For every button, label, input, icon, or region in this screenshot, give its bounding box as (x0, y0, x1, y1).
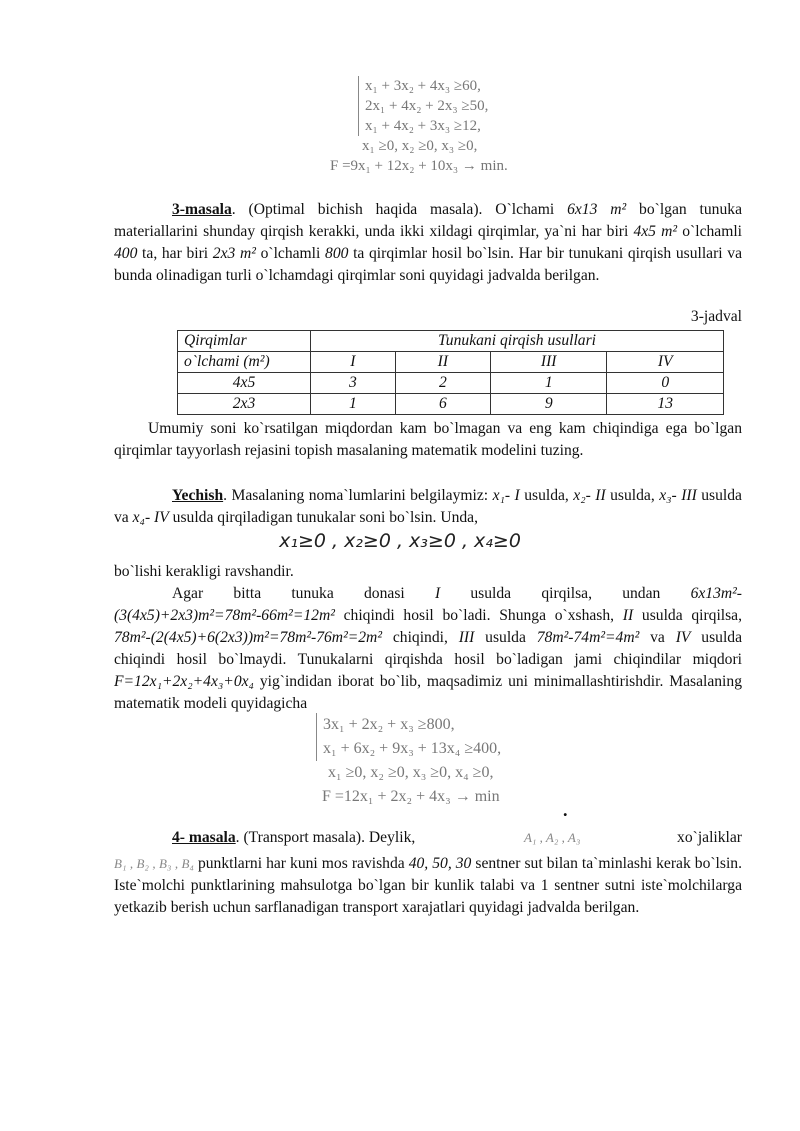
table-header-cell: o`lchami (m²) (178, 352, 311, 373)
math: x₁- I (492, 487, 520, 504)
text: usulda qirqiladigan tunukalar soni bo`lsin. Unda, (168, 509, 479, 526)
text: punktlarni har kuni mos ravishda (193, 855, 409, 872)
math: 78m²-(2(4x5)+6(2x3))m²=78m²-76m²=2m² (114, 629, 382, 646)
objective-line: F =12x₁ + 2x₂ + 4x₃ → min (322, 788, 500, 805)
text: . (Transport masala). Deylik, (235, 829, 416, 846)
math: III (458, 629, 475, 646)
math: x₂- II (573, 487, 606, 504)
table-header-cell: IV (607, 352, 724, 373)
text: va (639, 629, 676, 646)
text: usulda, (519, 487, 574, 504)
nonnegativity-line: x₁ ≥0, x₂ ≥0, x₃ ≥0, (362, 138, 478, 154)
table-row (178, 352, 724, 373)
table-row (178, 331, 724, 352)
table-row (178, 394, 724, 415)
text: usulda va (114, 487, 742, 526)
table-cell: 1 (491, 373, 607, 394)
constraint-system-2 (316, 713, 501, 809)
table-cell: 0 (607, 373, 724, 394)
constraint-brace (358, 76, 508, 136)
math: II (622, 607, 634, 624)
nonnegativity-conditions: x₁≥0 , x₂≥0 , x₃≥0 , x₄≥0 (279, 530, 521, 552)
problem-3-heading: 3-masala (172, 201, 232, 218)
math: 800 (325, 245, 349, 262)
constraint-system-1 (330, 76, 508, 176)
text: Agar bitta tunuka donasi (172, 585, 435, 602)
text: yig`indidan iborat bo`lib, maqsadimiz uni minimallashtirishdir. Masalaning matematik modeli quyidagicha (114, 673, 742, 712)
solution-heading: Yechish (172, 487, 224, 504)
table-cell: 3 (311, 373, 396, 394)
dot: . (563, 800, 568, 820)
text: bo`lishi kerakligi ravshandir. (114, 563, 294, 580)
task-statement (114, 418, 742, 462)
table-cell: 6 (395, 394, 490, 415)
table-cell: 2 (395, 373, 490, 394)
math: 6x13m²-(3(4x5)+2x3)m²=78m²-66m²=12m² (114, 585, 743, 624)
solution-after (114, 561, 742, 583)
problem-4-heading: 4- masala (172, 829, 236, 846)
math: 4x5 m² (633, 223, 678, 240)
text: xo`jaliklar (677, 829, 742, 846)
solution-paragraph (114, 485, 742, 529)
table-header-cell: II (395, 352, 490, 373)
math: F=12x₁+2x₂+4x₃+0x₄ (114, 673, 254, 690)
text: chiqindi, (382, 629, 459, 646)
table-cell: 2x3 (178, 394, 311, 415)
text: o`lchamli (677, 223, 743, 240)
text: sentner sut bilan ta`minlashi kerak bo`lsin. Iste`molchi punktlarining mahsulotga bo`lgan bir kunlik talabi va 1 sentner sutni iste`molchilarga yetkazib berish uchun sarflanadigan transport xarajatlari quyidagi jadvalda berilgan. (114, 855, 742, 916)
table-cell: 1 (311, 394, 396, 415)
constraint-line: x₁ + 6x₂ + 9x₃ + 13x₄ ≥400, (323, 740, 502, 757)
cutting-methods-table (177, 330, 724, 415)
table-cell: 13 (607, 394, 724, 415)
text: . (Optimal bichish haqida masala). O`lchami (231, 201, 568, 218)
text: ta qirqimlar hosil bo`lsin. Har bir tunukani qirqish usullari va bunda olinadigan turli o`lchamdagi qirqimlar soni quyidagi jadvalda berilgan. (114, 245, 742, 284)
constraint-line: x₁ + 4x₂ + 3x₃ ≥12, (365, 118, 481, 134)
text: bo`lgan tunuka materiallarini shunday qirqish kerakki, unda ikki xildagi qirqimlar, ya`ni har biri (114, 201, 742, 240)
table-header-group: Tunukani qirqish usullari (311, 331, 724, 352)
suppliers-symbols: A₁ , A₂ , A₃ (523, 830, 581, 845)
math: 78m²-74m²=4m² (536, 629, 640, 646)
text: usulda qirqilsa, (633, 607, 742, 624)
constraint-line: 3x₁ + 2x₂ + x₃ ≥800, (323, 716, 455, 733)
text: usulda (474, 629, 537, 646)
objective-line: F =9x₁ + 12x₂ + 10x₃ → min. (330, 158, 508, 174)
math: 2x3 m² (212, 245, 256, 262)
text: ta, har biri (137, 245, 213, 262)
constraint-line: x₁ + 3x₂ + 4x₃ ≥60, (365, 78, 481, 94)
problem-3-paragraph (114, 199, 742, 287)
text: . Masalaning noma`lumlarini belgilaymiz: (223, 487, 493, 504)
text: Umumiy soni ko`rsatilgan miqdordan kam bo`lmagan va eng kam chiqindiga ega bo`lgan qirqimlar tayyorlash rejasini topish masalaning matematik modelini tuzing. (114, 420, 742, 459)
waste-paragraph (114, 583, 742, 715)
table-row (178, 373, 724, 394)
table-cell: 9 (491, 394, 607, 415)
math: IV (675, 629, 691, 646)
problem-4-paragraph (114, 827, 742, 919)
text: o`lchamli (255, 245, 326, 262)
text: usulda chiqindi hosil bo`lmaydi. Tunukalarni qirqishda hosil bo`ladigan jami chiqindilar miqdori (114, 629, 742, 668)
constraint-brace (316, 713, 501, 761)
table-cell: 4x5 (178, 373, 311, 394)
nonnegativity-line: x₁ ≥0, x₂ ≥0, x₃ ≥0, x₄ ≥0, (328, 764, 494, 781)
table-header-cell: III (491, 352, 607, 373)
math: 6x13 m² (567, 201, 627, 218)
constraint-line: 2x₁ + 4x₂ + 2x₃ ≥50, (365, 98, 489, 114)
points-symbols: B₁ , B₂ , B₃ , B₄ (114, 856, 194, 871)
math: 400 (114, 245, 138, 262)
math: x₄- IV (132, 509, 169, 526)
table-caption: 3-jadval (690, 308, 742, 325)
table-header-cell: Qirqimlar (178, 331, 311, 352)
text: usulda qirqilsa, undan (440, 585, 691, 602)
math: I (434, 585, 441, 602)
table-header-cell: I (311, 352, 396, 373)
text: usulda, (605, 487, 660, 504)
math: x₃- III (659, 487, 697, 504)
math: 40, 50, 30 (408, 855, 472, 872)
text: chiqindi hosil bo`ladi. Shunga o`xshash, (334, 607, 623, 624)
